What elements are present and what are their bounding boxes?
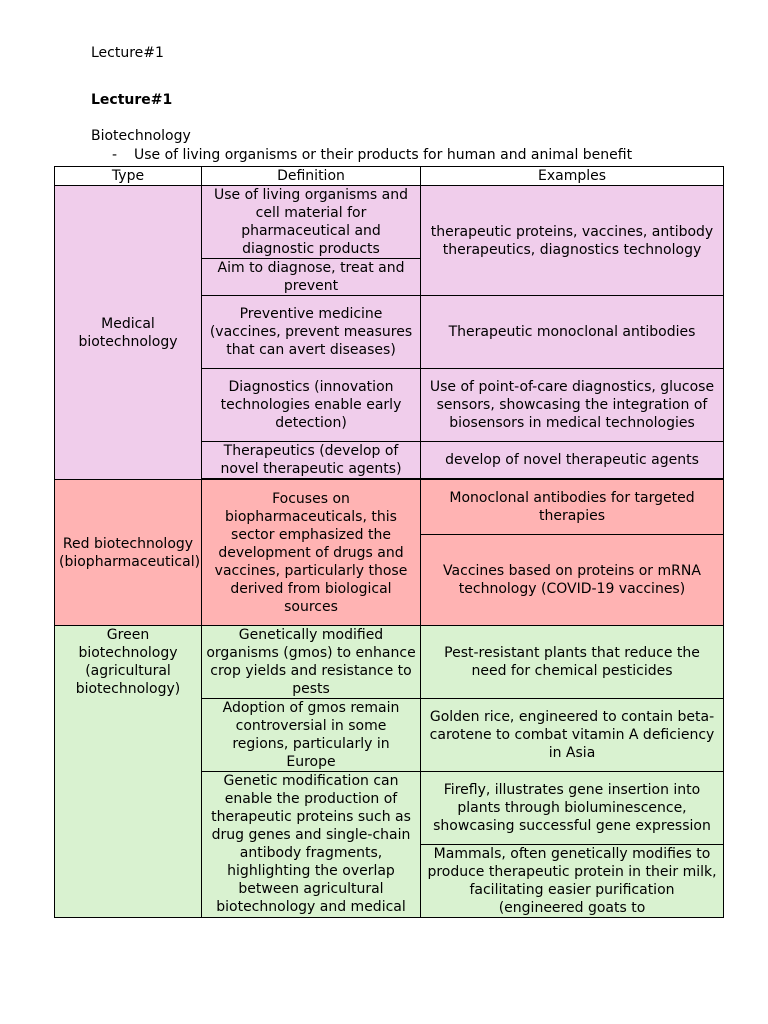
bullet-text: Use of living organisms or their products for human and animal benefit	[134, 147, 633, 163]
example-cell: Therapeutic monoclonal antibodies	[421, 296, 724, 369]
definition-cell: Genetic modification can enable the production of therapeutic proteins such as drug genes and single-chain antibody fragments, highlighting the overlap between agricultural biotechnology and medical	[202, 772, 421, 918]
header-type: Type	[55, 167, 202, 186]
header-examples: Examples	[421, 167, 724, 186]
bullet-marker: -	[112, 147, 118, 163]
page-header: Lecture#1	[91, 45, 164, 61]
table-row	[55, 480, 724, 535]
table-header-row	[55, 167, 724, 186]
example-cell: Golden rice, engineered to contain beta-carotene to combat vitamin A deficiency in Asia	[421, 699, 724, 772]
table-row	[55, 186, 724, 259]
definition-cell: Therapeutics (develop of novel therapeutic agents)	[202, 442, 421, 479]
definition-cell: Preventive medicine (vaccines, prevent measures that can avert diseases)	[202, 296, 421, 369]
example-cell: Use of point-of-care diagnostics, glucose sensors, showcasing the integration of biosensors in medical technologies	[421, 369, 724, 442]
definition-cell: Adoption of gmos remain controversial in some regions, particularly in Europe	[202, 699, 421, 772]
header-definition: Definition	[202, 167, 421, 186]
type-red: Red biotechnology (biopharmaceutical)	[55, 480, 202, 626]
definition-cell: Genetically modified organisms (gmos) to enhance crop yields and resistance to pests	[202, 626, 421, 699]
document-heading: Lecture#1	[91, 92, 173, 108]
example-cell: Monoclonal antibodies for targeted therapies	[421, 480, 724, 535]
example-cell: develop of novel therapeutic agents	[421, 442, 724, 479]
definition-cell: Diagnostics (innovation technologies enable early detection)	[202, 369, 421, 442]
definition-cell: Use of living organisms and cell material for pharmaceutical and diagnostic products	[202, 186, 421, 259]
table-row	[55, 626, 724, 699]
example-cell: Vaccines based on proteins or mRNA technology (COVID-19 vaccines)	[421, 535, 724, 626]
definition-cell: Focuses on biopharmaceuticals, this sector emphasized the development of drugs and vaccines, particularly those derived from biological sources	[202, 480, 421, 626]
example-cell: Pest-resistant plants that reduce the need for chemical pesticides	[421, 626, 724, 699]
example-cell: Firefly, illustrates gene insertion into plants through bioluminescence, showcasing successful gene expression	[421, 772, 724, 845]
definition-cell: Aim to diagnose, treat and prevent	[202, 259, 421, 296]
bullet-item	[112, 147, 632, 163]
type-green: Green biotechnology (agricultural biotechnology)	[55, 626, 202, 918]
section-title: Biotechnology	[91, 128, 191, 144]
biotech-table	[54, 166, 724, 918]
type-medical: Medical biotechnology	[55, 186, 202, 480]
example-cell: Mammals, often genetically modifies to produce therapeutic protein in their milk, facilitating easier purification (engineered goats to	[421, 845, 724, 918]
example-cell: therapeutic proteins, vaccines, antibody therapeutics, diagnostics technology	[421, 186, 724, 296]
